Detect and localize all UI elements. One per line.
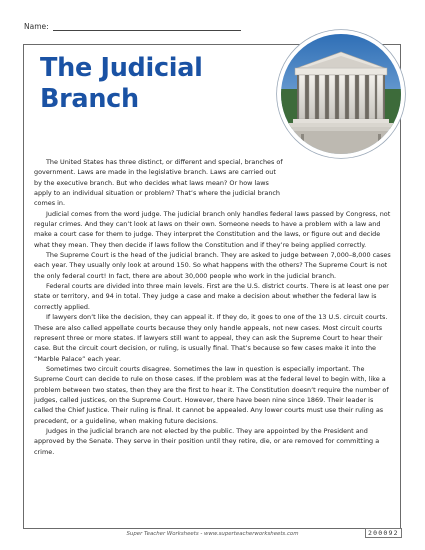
name-line[interactable] [53,22,241,31]
page-title [40,53,203,115]
paragraph-1: The United States has three distinct, or different and special, branches of government. Laws are made in the legislative branch. Laws are carried out by the executive branch. But who decides what laws mean? Or how laws apply to an individual situation or problem? That’s where the judicial branch comes in. [34,158,283,208]
paragraph-6: Sometimes two circuit courts disagree. Sometimes the law in question is especially important. The Supreme Court can decide to rule on those cases. If the problem was at the federal level to begin with, like a problem between two states, then they are the first to hear it. The Constitution doesn’t require the number of judges, called justices, on the Supreme Court. However, there have been nine since 1869. Their leader is called the Chief Justice. Their ruling is final. It cannot be appealed. Any lower courts must use their ruling as precedent, or a guideline, when making future decisions. [34,364,389,425]
supreme-court-photo [277,30,405,158]
article-body [34,157,394,457]
name-label: Name: [24,22,49,31]
paragraph-5: If lawyers don’t like the decision, they can appeal it. If they do, it goes to one of the 13 U.S. circuit courts. These are also called appellate courts because they only handle appeals, not new cases. Most circuit courts represent three or more states. If lawyers still want to appeal, they can ask the Supreme Court to hear their case. But the circuit court decision, or ruling, is usually final. That’s because so few cases make it into the “Marble Palace” each year. [34,313,388,363]
paragraph-2: Judicial comes from the word judge. The judicial branch only handles federal laws passed by Congress, not regular crimes. And they can’t look at laws on their own. Someone needs to have a problem with a law and make a court case for them to judge. They interpret the Constitution and the laws, or figure out and decide what they mean. They then decide if laws follow the Constitution and if they’re being applied correctly. [34,209,391,249]
paragraph-3: The Supreme Court is the head of the judicial branch. They are asked to judge between 7,000–8,000 cases each year. They usually only look at around 150. So what happens with the others? The Supreme Court is not the only federal court! In fact, there are about 30,000 people who work in the judicial branch. [34,251,391,280]
supreme-court-building-icon [281,34,401,154]
worksheet-code: 200092 [365,528,402,538]
name-field-row [24,22,241,31]
title-line-1: The Judicial [40,53,203,83]
title-line-2: Branch [40,84,139,114]
footer-credit: Super Teacher Worksheets - www.superteacherworksheets.com [126,531,299,537]
paragraph-4: Federal courts are divided into three main levels. First are the U.S. district courts. There is at least one per state or territory, and 94 in total. They judge a case and make a decision about whether the federal law is correctly applied. [34,282,389,311]
paragraph-7: Judges in the judicial branch are not elected by the public. They are appointed by the President and approved by the Senate. They serve in their position until they retire, die, or are removed for committing a crime. [34,426,380,456]
